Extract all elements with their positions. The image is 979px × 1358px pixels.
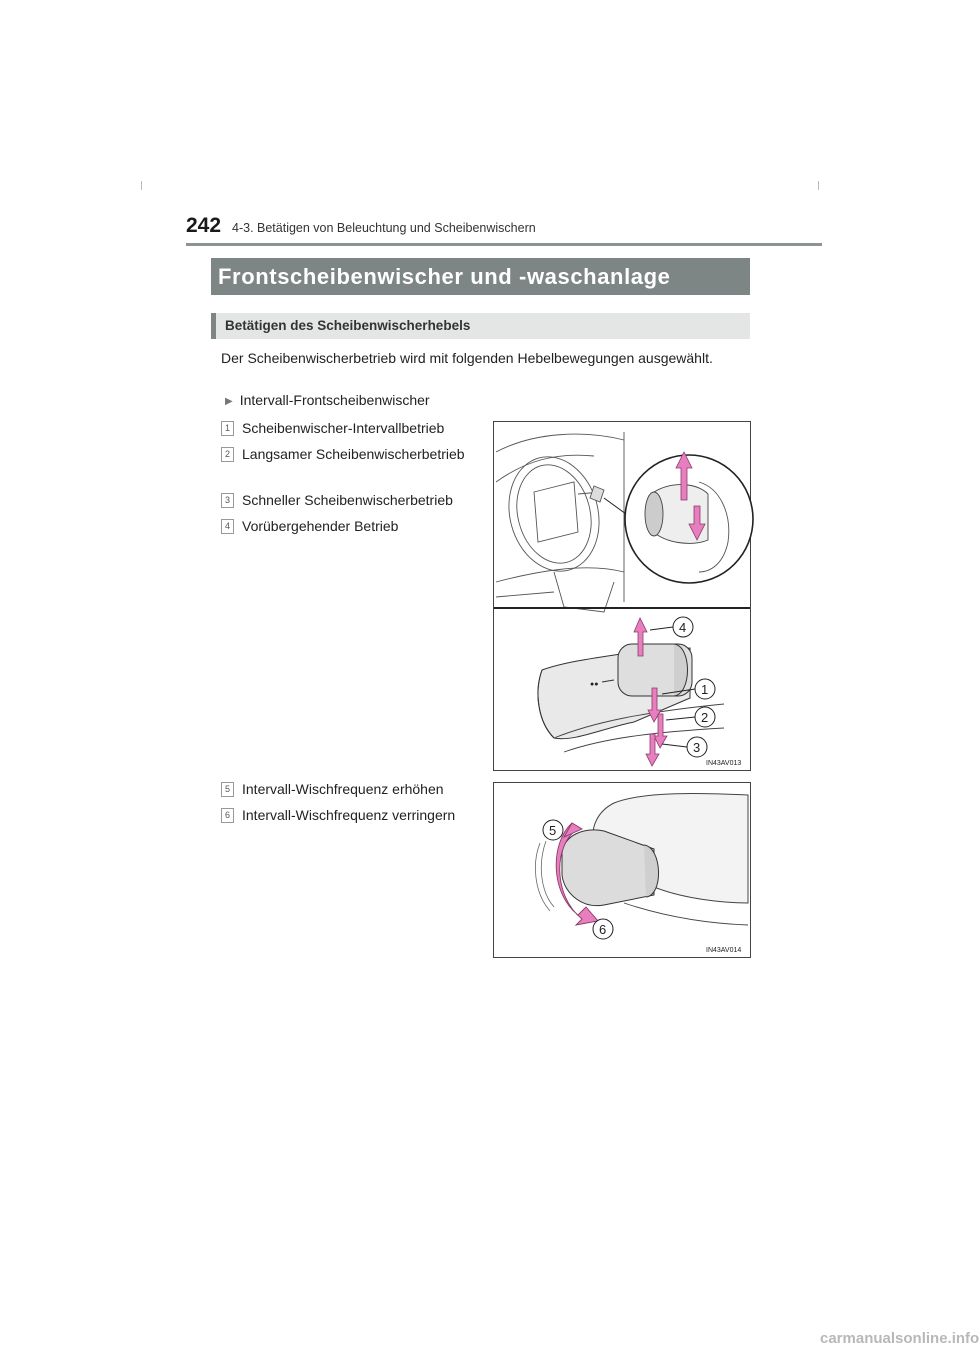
dashboard-sketch [496,432,624,612]
wiper-lever-illustration [494,422,750,770]
callout-4: 4 [679,620,687,635]
wiper-lever-figure [493,421,751,771]
callout-5: 5 [549,823,557,838]
figure-code: IN43AV013 [706,760,742,767]
header-divider [186,243,822,246]
bullet-item [225,392,430,408]
step-text: Intervall-Wischfrequenz erhöhen [242,781,444,797]
bullet-text: Intervall-Frontscheibenwischer [239,392,430,408]
crop-mark-right [818,181,819,190]
step-number-badge: 3 [221,493,234,508]
step-item [221,417,475,439]
section-title: Frontscheibenwischer und -waschanlage [211,258,750,295]
callout-2: 2 [701,710,709,725]
wiper-frequency-figure [493,782,751,958]
stalk-symbol: ●● [590,681,599,688]
bullet-arrow-icon: ▶ [225,396,233,407]
step-number-badge: 6 [221,808,234,823]
step-text: Intervall-Wischfrequenz verringern [242,807,456,823]
step-text: Schneller Scheibenwischerbetrieb [242,492,453,508]
step-item [221,778,475,800]
step-item [221,489,475,511]
intro-paragraph: Der Scheibenwischerbetrieb wird mit folgenden Hebelbewegungen ausgewählt. [221,350,713,366]
step-text: Scheibenwischer-Intervallbetrieb [242,420,445,436]
page-number: 242 [186,214,222,237]
watermark: carmanualsonline.info [820,1330,979,1347]
step-item [221,443,475,465]
hand-and-lever [535,793,748,925]
callout-3: 3 [693,740,701,755]
crop-mark-left [141,181,142,190]
step-number-badge: 4 [221,519,234,534]
callout-6: 6 [599,922,607,937]
step-text: Langsamer Scheibenwischerbetrieb [242,446,465,462]
step-number-badge: 2 [221,447,234,462]
inset-detail [604,452,753,583]
wiper-frequency-illustration [494,783,750,957]
wiper-stalk [538,644,724,752]
callout-1: 1 [701,682,709,697]
chapter-header: 4-3. Betätigen von Beleuchtung und Scheibenwischern [232,221,536,235]
step-text: Vorübergehender Betrieb [242,518,399,534]
step-number-badge: 1 [221,421,234,436]
subsection-title: Betätigen des Scheibenwischerhebels [211,313,750,339]
figure-code: IN43AV014 [706,947,742,954]
step-item [221,804,475,826]
step-number-badge: 5 [221,782,234,797]
step-item [221,515,475,537]
